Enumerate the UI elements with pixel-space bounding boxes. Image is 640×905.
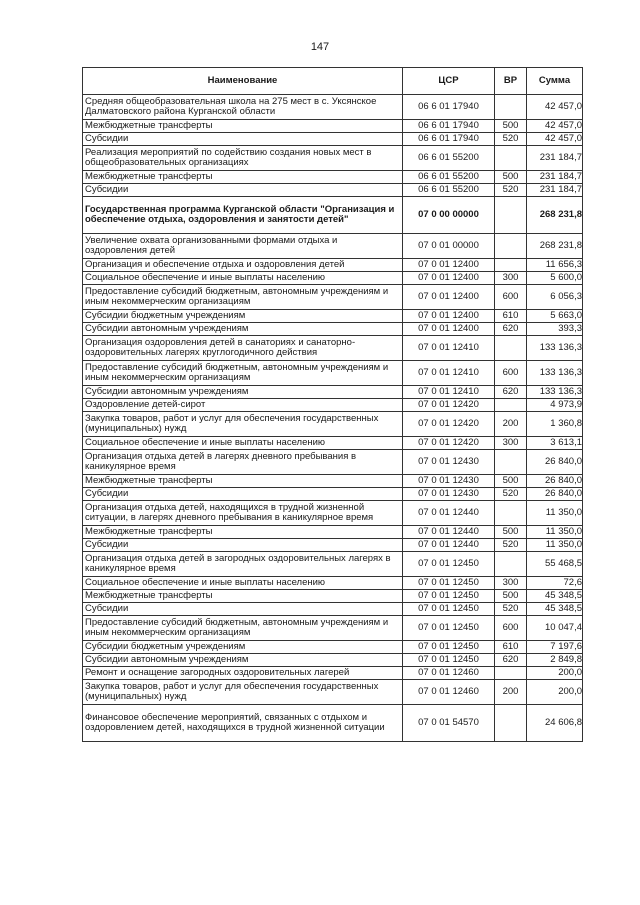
cell-sum: 26 840,0: [527, 475, 583, 488]
cell-sum: 24 606,8: [527, 705, 583, 742]
table-body: [83, 95, 583, 742]
cell-csr: 07 0 01 12410: [403, 336, 495, 361]
cell-name: Закупка товаров, работ и услуг для обеспечения государственных (муниципальных) нужд: [83, 412, 403, 437]
cell-vr: [495, 501, 527, 526]
cell-vr: 500: [495, 590, 527, 603]
cell-csr: 06 6 01 17940: [403, 133, 495, 146]
cell-csr: 07 0 01 54570: [403, 705, 495, 742]
cell-csr: 07 0 01 12450: [403, 654, 495, 667]
table-row: [83, 680, 583, 705]
cell-name: Субсидии: [83, 488, 403, 501]
cell-csr: 07 0 01 12440: [403, 539, 495, 552]
table-row: [83, 603, 583, 616]
cell-csr: 07 0 01 12420: [403, 399, 495, 412]
cell-sum: 45 348,5: [527, 603, 583, 616]
cell-name: Социальное обеспечение и иные выплаты населению: [83, 272, 403, 285]
table-row: [83, 488, 583, 501]
table-row: [83, 386, 583, 399]
cell-vr: [495, 705, 527, 742]
table-row: [83, 552, 583, 577]
cell-name: Организация отдыха детей в лагерях дневного пребывания в каникулярное время: [83, 450, 403, 475]
cell-name: Межбюджетные трансферты: [83, 526, 403, 539]
cell-sum: 72,6: [527, 577, 583, 590]
table-row: [83, 234, 583, 259]
table-row: [83, 323, 583, 336]
cell-sum: 26 840,0: [527, 450, 583, 475]
cell-sum: 11 350,0: [527, 501, 583, 526]
table-row: [83, 197, 583, 234]
cell-name: Субсидии автономным учреждениям: [83, 654, 403, 667]
cell-name: Закупка товаров, работ и услуг для обеспечения государственных (муниципальных) нужд: [83, 680, 403, 705]
table-row: [83, 705, 583, 742]
cell-csr: 07 0 01 12430: [403, 488, 495, 501]
cell-sum: 5 600,0: [527, 272, 583, 285]
header-csr: ЦСР: [403, 68, 495, 95]
cell-name: Субсидии бюджетным учреждениям: [83, 641, 403, 654]
cell-csr: 07 0 01 12400: [403, 310, 495, 323]
table-row: [83, 336, 583, 361]
cell-vr: 610: [495, 641, 527, 654]
cell-csr: 07 0 00 00000: [403, 197, 495, 234]
cell-name: Субсидии: [83, 133, 403, 146]
cell-vr: 620: [495, 386, 527, 399]
cell-vr: 200: [495, 680, 527, 705]
table-row: [83, 310, 583, 323]
cell-vr: 520: [495, 539, 527, 552]
cell-vr: 600: [495, 361, 527, 386]
cell-csr: 06 6 01 55200: [403, 184, 495, 197]
cell-sum: 268 231,8: [527, 234, 583, 259]
cell-csr: 07 0 01 12460: [403, 680, 495, 705]
cell-sum: 5 663,0: [527, 310, 583, 323]
header-sum: Сумма: [527, 68, 583, 95]
cell-vr: 600: [495, 285, 527, 310]
cell-name: Средняя общеобразовательная школа на 275 мест в с. Уксянское Далматовского района Курганской области: [83, 95, 403, 120]
cell-vr: 600: [495, 616, 527, 641]
cell-csr: 06 6 01 55200: [403, 171, 495, 184]
header-name: Наименование: [83, 68, 403, 95]
table-row: [83, 272, 583, 285]
table-row: [83, 184, 583, 197]
table-row: [83, 133, 583, 146]
cell-name: Оздоровление детей-сирот: [83, 399, 403, 412]
cell-vr: 500: [495, 120, 527, 133]
cell-vr: [495, 552, 527, 577]
cell-csr: 06 6 01 17940: [403, 95, 495, 120]
cell-vr: 500: [495, 526, 527, 539]
cell-vr: [495, 146, 527, 171]
cell-name: Организация и обеспечение отдыха и оздоровления детей: [83, 259, 403, 272]
cell-name: Государственная программа Курганской области "Организация и обеспечение отдыха, оздоровления и занятости детей": [83, 197, 403, 234]
cell-vr: 520: [495, 488, 527, 501]
cell-sum: 42 457,0: [527, 95, 583, 120]
cell-csr: 07 0 01 12450: [403, 590, 495, 603]
cell-csr: 07 0 01 12400: [403, 272, 495, 285]
cell-csr: 07 0 01 12410: [403, 386, 495, 399]
cell-csr: 06 6 01 55200: [403, 146, 495, 171]
table-row: [83, 526, 583, 539]
table-row: [83, 146, 583, 171]
cell-csr: 07 0 01 12400: [403, 259, 495, 272]
cell-sum: 133 136,3: [527, 361, 583, 386]
table-row: [83, 412, 583, 437]
cell-sum: 231 184,7: [527, 184, 583, 197]
cell-csr: 07 0 01 12440: [403, 526, 495, 539]
cell-sum: 6 056,3: [527, 285, 583, 310]
cell-name: Социальное обеспечение и иные выплаты населению: [83, 577, 403, 590]
cell-csr: 07 0 01 12440: [403, 501, 495, 526]
cell-sum: 55 468,5: [527, 552, 583, 577]
cell-vr: [495, 399, 527, 412]
table-row: [83, 616, 583, 641]
cell-csr: 07 0 01 12400: [403, 323, 495, 336]
cell-name: Реализация мероприятий по содействию создания новых мест в общеобразовательных организациях: [83, 146, 403, 171]
table-row: [83, 399, 583, 412]
cell-sum: 200,0: [527, 667, 583, 680]
cell-csr: 07 0 01 12450: [403, 603, 495, 616]
cell-vr: 200: [495, 412, 527, 437]
cell-name: Субсидии автономным учреждениям: [83, 386, 403, 399]
cell-csr: 07 0 01 12450: [403, 616, 495, 641]
cell-sum: 11 350,0: [527, 526, 583, 539]
cell-vr: [495, 259, 527, 272]
cell-vr: 500: [495, 171, 527, 184]
cell-sum: 1 360,8: [527, 412, 583, 437]
cell-csr: 07 0 01 12400: [403, 285, 495, 310]
cell-csr: 07 0 01 12450: [403, 641, 495, 654]
cell-sum: 231 184,7: [527, 171, 583, 184]
page-number: 147: [310, 41, 330, 53]
cell-name: Субсидии: [83, 184, 403, 197]
cell-sum: 7 197,6: [527, 641, 583, 654]
cell-csr: 07 0 01 12450: [403, 577, 495, 590]
cell-csr: 07 0 01 12420: [403, 412, 495, 437]
table-row: [83, 667, 583, 680]
cell-vr: [495, 336, 527, 361]
cell-csr: 07 0 01 12460: [403, 667, 495, 680]
cell-csr: 07 0 01 12430: [403, 450, 495, 475]
cell-name: Социальное обеспечение и иные выплаты населению: [83, 437, 403, 450]
cell-sum: 393,3: [527, 323, 583, 336]
table-row: [83, 475, 583, 488]
cell-vr: [495, 667, 527, 680]
cell-vr: [495, 234, 527, 259]
table-row: [83, 259, 583, 272]
table-row: [83, 577, 583, 590]
table-row: [83, 539, 583, 552]
cell-csr: 07 0 01 12450: [403, 552, 495, 577]
cell-csr: 07 0 01 12420: [403, 437, 495, 450]
cell-csr: 07 0 01 00000: [403, 234, 495, 259]
cell-vr: 300: [495, 437, 527, 450]
cell-sum: 2 849,8: [527, 654, 583, 667]
cell-vr: 500: [495, 475, 527, 488]
table-row: [83, 171, 583, 184]
cell-sum: 133 136,3: [527, 336, 583, 361]
table-row: [83, 654, 583, 667]
cell-vr: 300: [495, 577, 527, 590]
cell-sum: 268 231,8: [527, 197, 583, 234]
cell-sum: 133 136,3: [527, 386, 583, 399]
cell-csr: 07 0 01 12410: [403, 361, 495, 386]
cell-csr: 07 0 01 12430: [403, 475, 495, 488]
cell-vr: 620: [495, 654, 527, 667]
cell-sum: 42 457,0: [527, 120, 583, 133]
table-row: [83, 95, 583, 120]
cell-name: Предоставление субсидий бюджетным, автономным учреждениям и иным некоммерческим организациям: [83, 616, 403, 641]
cell-sum: 45 348,5: [527, 590, 583, 603]
cell-vr: 520: [495, 133, 527, 146]
cell-sum: 11 656,3: [527, 259, 583, 272]
cell-sum: 200,0: [527, 680, 583, 705]
cell-sum: 10 047,4: [527, 616, 583, 641]
cell-vr: [495, 197, 527, 234]
table-row: [83, 285, 583, 310]
cell-sum: 4 973,9: [527, 399, 583, 412]
cell-name: Финансовое обеспечение мероприятий, связанных с отдыхом и оздоровлением детей, находящихся в трудной жизненной ситуации: [83, 705, 403, 742]
cell-name: Субсидии бюджетным учреждениям: [83, 310, 403, 323]
cell-vr: 300: [495, 272, 527, 285]
cell-vr: [495, 450, 527, 475]
cell-name: Предоставление субсидий бюджетным, автономным учреждениям и иным некоммерческим организациям: [83, 285, 403, 310]
cell-sum: 3 613,1: [527, 437, 583, 450]
cell-name: Организация оздоровления детей в санаториях и санаторно-оздоровительных лагерях круглогодичного действия: [83, 336, 403, 361]
cell-sum: 231 184,7: [527, 146, 583, 171]
table-row: [83, 361, 583, 386]
cell-vr: [495, 95, 527, 120]
cell-vr: 610: [495, 310, 527, 323]
cell-name: Организация отдыха детей в загородных оздоровительных лагерях в каникулярное время: [83, 552, 403, 577]
cell-name: Организация отдыха детей, находящихся в трудной жизненной ситуации, в лагерях дневного пребывания в каникулярное время: [83, 501, 403, 526]
table-row: [83, 641, 583, 654]
table-row: [83, 437, 583, 450]
cell-sum: 11 350,0: [527, 539, 583, 552]
cell-name: Ремонт и оснащение загородных оздоровительных лагерей: [83, 667, 403, 680]
cell-name: Субсидии: [83, 603, 403, 616]
table-row: [83, 590, 583, 603]
header-vr: ВР: [495, 68, 527, 95]
cell-name: Субсидии автономным учреждениям: [83, 323, 403, 336]
table-row: [83, 450, 583, 475]
table-header-row: [83, 68, 583, 95]
cell-vr: 620: [495, 323, 527, 336]
cell-sum: 26 840,0: [527, 488, 583, 501]
cell-name: Межбюджетные трансферты: [83, 475, 403, 488]
table-row: [83, 501, 583, 526]
cell-csr: 06 6 01 17940: [403, 120, 495, 133]
cell-name: Межбюджетные трансферты: [83, 590, 403, 603]
cell-name: Межбюджетные трансферты: [83, 171, 403, 184]
cell-sum: 42 457,0: [527, 133, 583, 146]
cell-name: Предоставление субсидий бюджетным, автономным учреждениям и иным некоммерческим организациям: [83, 361, 403, 386]
cell-name: Субсидии: [83, 539, 403, 552]
cell-vr: 520: [495, 603, 527, 616]
cell-name: Межбюджетные трансферты: [83, 120, 403, 133]
cell-vr: 520: [495, 184, 527, 197]
budget-table: [82, 67, 583, 742]
cell-name: Увеличение охвата организованными формами отдыха и оздоровления детей: [83, 234, 403, 259]
table-row: [83, 120, 583, 133]
